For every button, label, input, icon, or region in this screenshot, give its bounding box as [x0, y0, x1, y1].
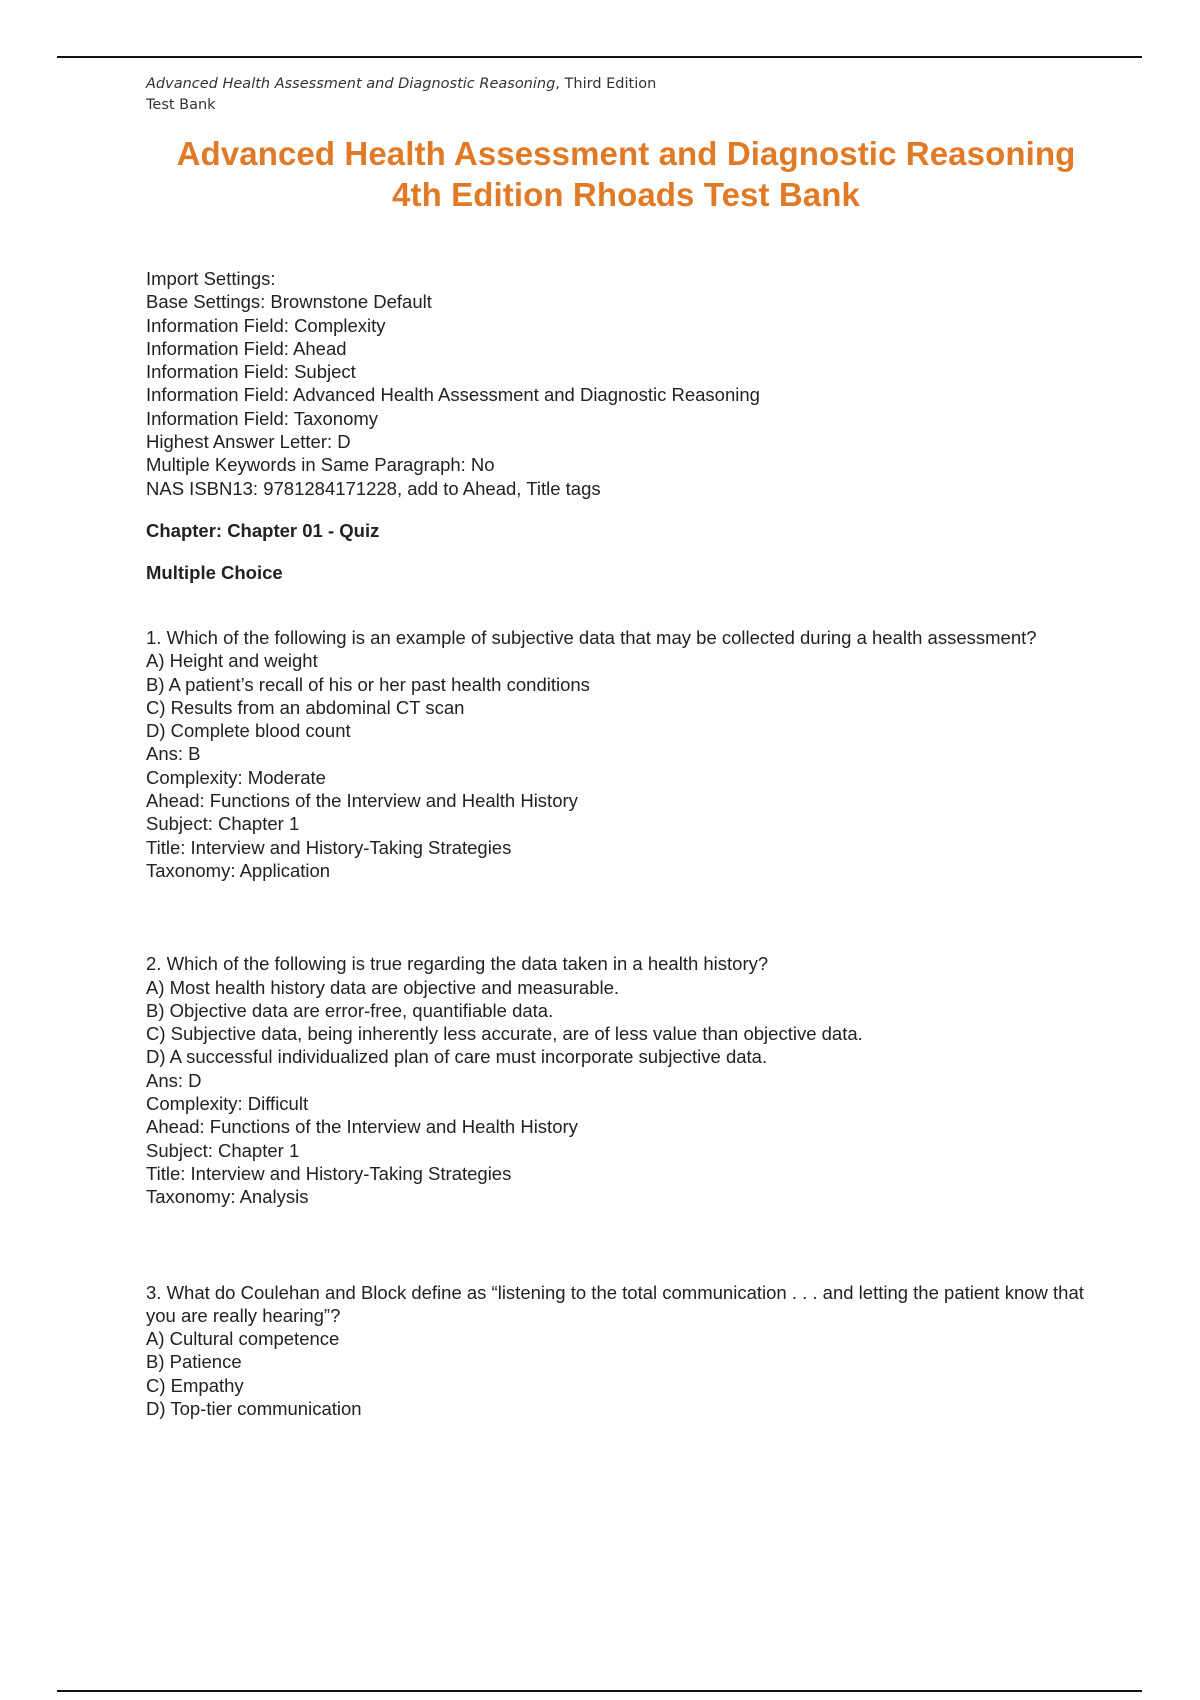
answer-option: C) Subjective data, being inherently less accurate, are of less value than objective data.: [146, 1023, 863, 1045]
settings-line: Base Settings: Brownstone Default: [146, 291, 432, 313]
page-content: [146, 74, 1106, 1420]
running-header-line1: [146, 74, 1106, 95]
running-header: [146, 74, 1106, 116]
answer-option: A) Most health history data are objective and measurable.: [146, 976, 620, 998]
answer-option: B) A patient’s recall of his or her past health conditions: [146, 673, 590, 695]
answer-option: D) Top-tier communication: [146, 1397, 362, 1419]
running-header-book-title: Advanced Health Assessment and Diagnostic Reasoning: [146, 76, 556, 92]
settings-line: Import Settings:: [146, 268, 276, 289]
question-meta: Complexity: Difficult: [146, 1093, 309, 1115]
answer-option: C) Results from an abdominal CT scan: [146, 696, 465, 718]
top-rule: [57, 56, 1142, 58]
question-meta: Subject: Chapter 1: [146, 1139, 300, 1161]
running-header-edition: , Third Edition: [555, 76, 657, 92]
question-1: [146, 626, 1106, 882]
answer-option: A) Height and weight: [146, 650, 318, 672]
question-meta: Ahead: Functions of the Interview and Health History: [146, 790, 578, 812]
question-meta: Ahead: Functions of the Interview and Health History: [146, 1116, 578, 1138]
import-settings: [146, 267, 1106, 500]
section-heading: Multiple Choice: [146, 561, 283, 583]
bottom-rule: [57, 1690, 1142, 1692]
settings-line: NAS ISBN13: 9781284171228, add to Ahead, Title tags: [146, 477, 601, 499]
question-3: [146, 1281, 1106, 1421]
settings-line: Multiple Keywords in Same Paragraph: No: [146, 454, 495, 476]
chapter-heading: Chapter: Chapter 01 - Quiz: [146, 519, 380, 541]
answer-option: D) A successful individualized plan of care must incorporate subjective data.: [146, 1046, 768, 1068]
settings-line: Information Field: Taxonomy: [146, 407, 379, 429]
answer-option: B) Objective data are error-free, quantifiable data.: [146, 999, 554, 1021]
question-meta: Taxonomy: Analysis: [146, 1186, 309, 1208]
question-2: [146, 952, 1106, 1208]
settings-line: Information Field: Complexity: [146, 314, 386, 336]
question-meta: Taxonomy: Application: [146, 859, 331, 881]
question-stem: 3. What do Coulehan and Block define as “listening to the total communication . . . and letting the patient know that you are really hearing”?: [146, 1281, 1084, 1326]
answer-option: B) Patience: [146, 1351, 242, 1373]
settings-line: Information Field: Advanced Health Assessment and Diagnostic Reasoning: [146, 384, 760, 406]
answer-key: Ans: B: [146, 743, 201, 765]
question-stem: 2. Which of the following is true regarding the data taken in a health history?: [146, 953, 769, 975]
question-meta: Title: Interview and History-Taking Strategies: [146, 1162, 512, 1184]
running-header-line2: Test Bank: [146, 97, 216, 113]
answer-option: C) Empathy: [146, 1374, 244, 1396]
settings-line: Information Field: Subject: [146, 361, 356, 383]
answer-key: Ans: D: [146, 1069, 202, 1091]
document-title-line1: Advanced Health Assessment and Diagnostic Reasoning: [176, 135, 1076, 172]
answer-option: A) Cultural competence: [146, 1328, 340, 1350]
question-meta: Complexity: Moderate: [146, 766, 326, 788]
question-stem: 1. Which of the following is an example of subjective data that may be collected during a health assessment?: [146, 626, 1037, 648]
settings-line: Highest Answer Letter: D: [146, 431, 351, 453]
answer-option: D) Complete blood count: [146, 720, 351, 742]
settings-line: Information Field: Ahead: [146, 337, 347, 359]
document-title: [146, 133, 1106, 215]
document-title-line2: 4th Edition Rhoads Test Bank: [392, 176, 860, 213]
question-meta: Title: Interview and History-Taking Strategies: [146, 836, 512, 858]
question-meta: Subject: Chapter 1: [146, 813, 300, 835]
